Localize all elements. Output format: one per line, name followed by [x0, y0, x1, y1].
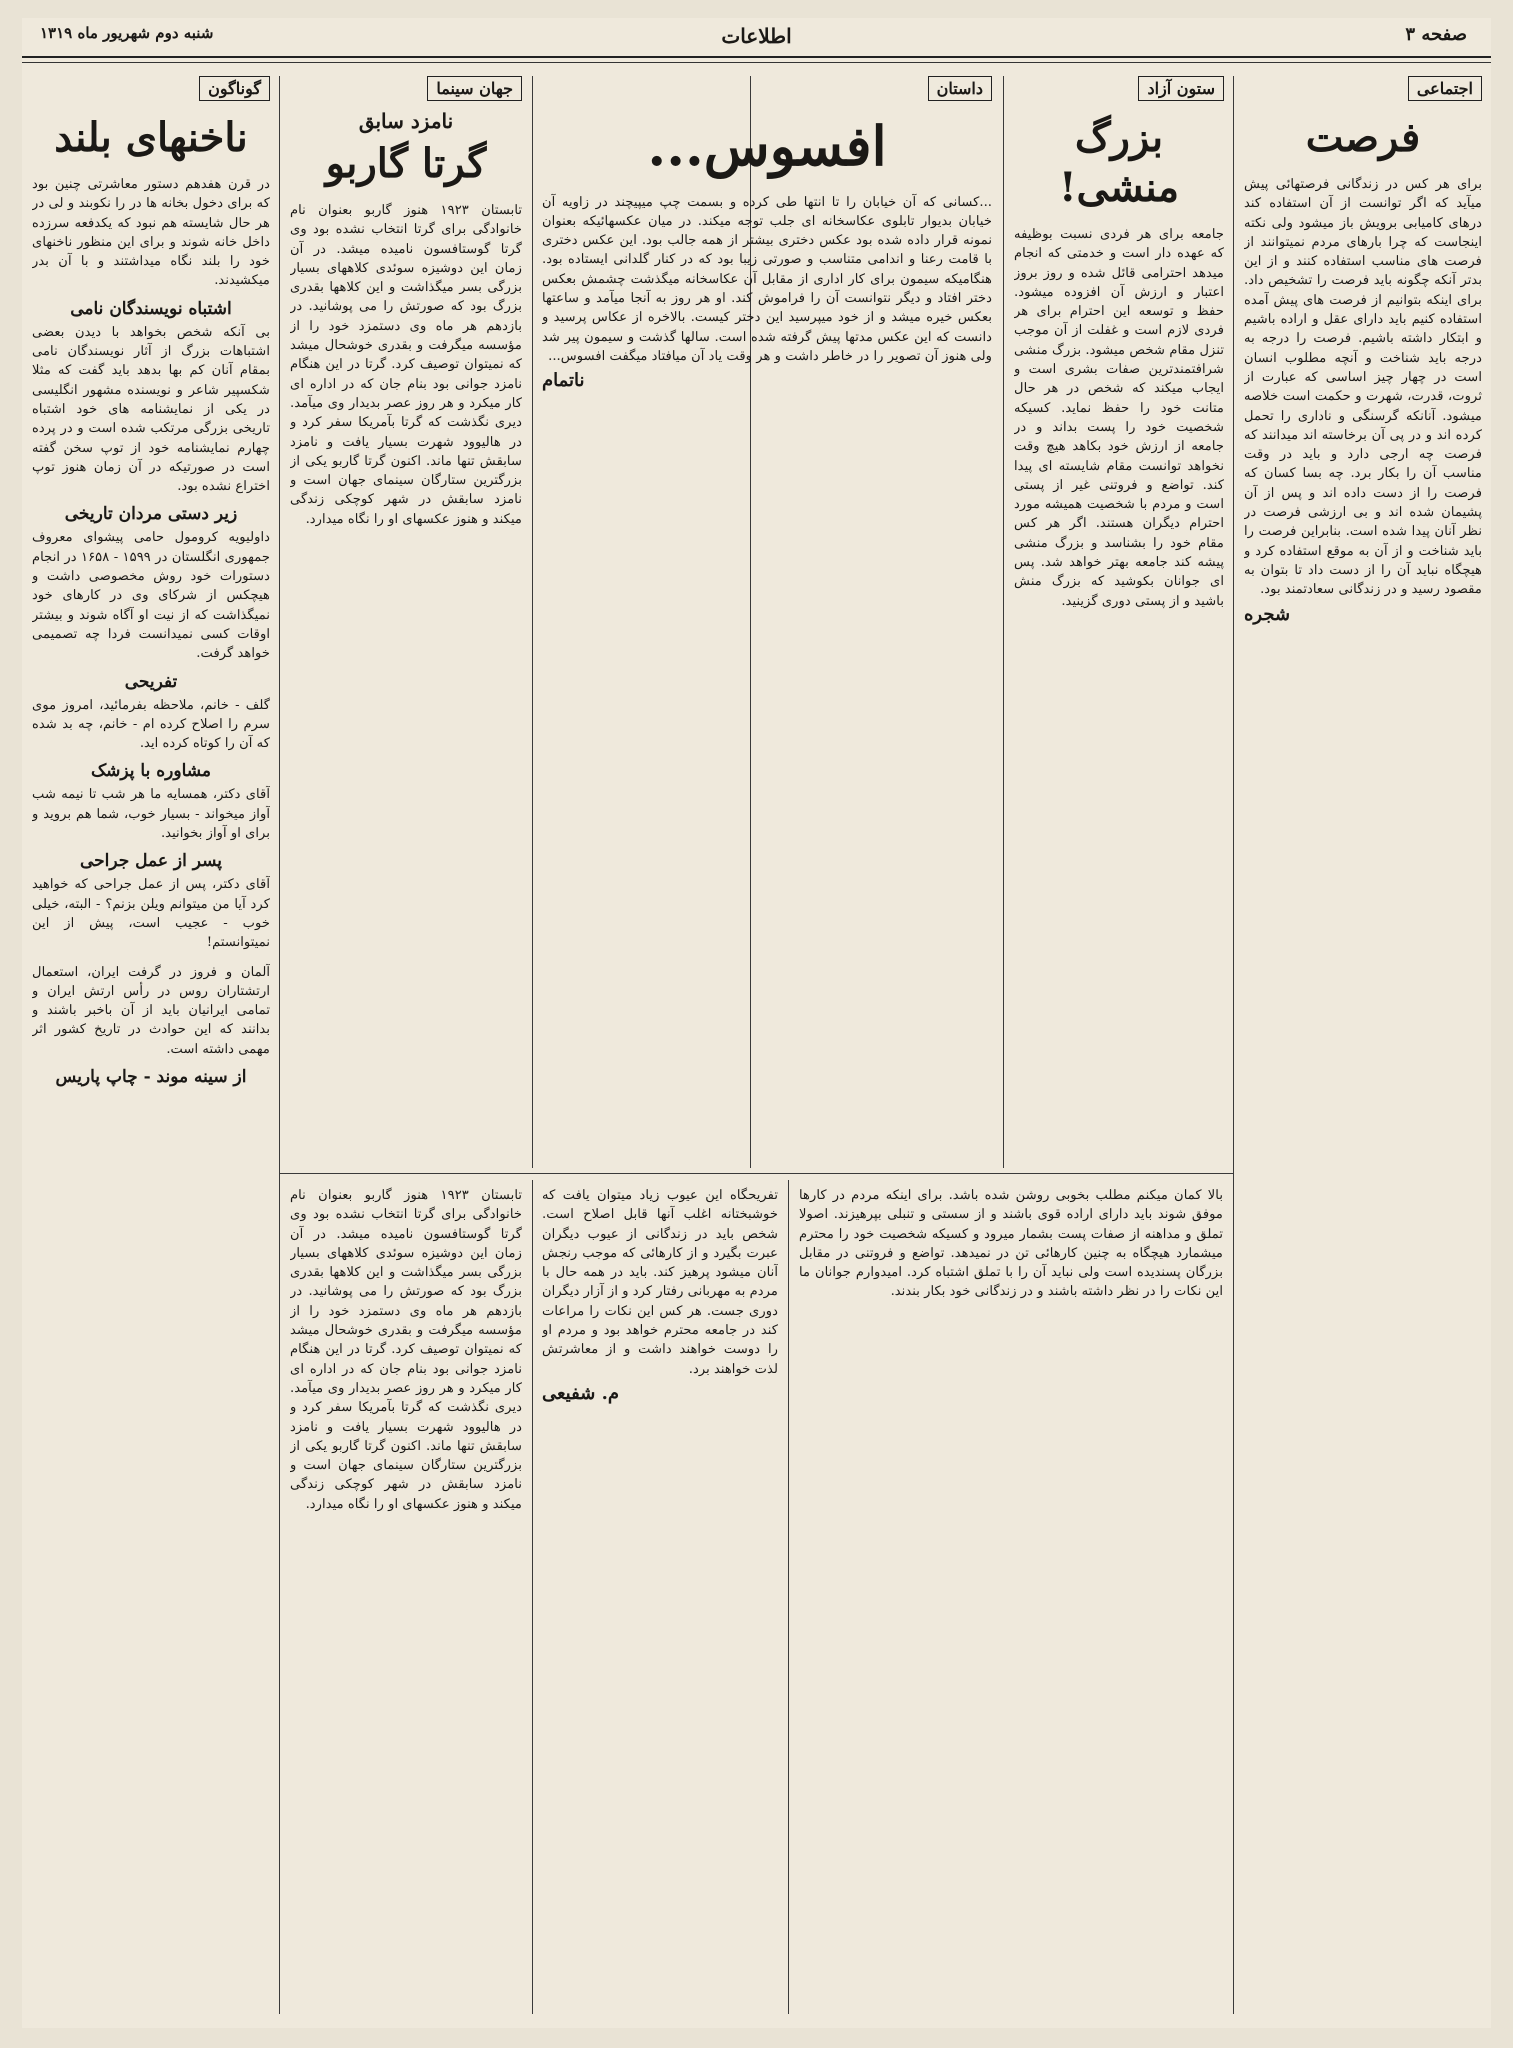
section-label: ستون آزاد: [1138, 76, 1224, 101]
item-body: آقای دکتر، همسایه ما هر شب تا نیمه شب آواز میخواند - بسیار خوب، شما هم بروید و برای او آواز بخوانید.: [32, 787, 270, 842]
column-bottom-left: [290, 1186, 522, 2016]
column-dastan: [542, 76, 992, 1171]
column-sotun-azad: [1014, 76, 1224, 1171]
article-body: جامعه برای هر فردی نسبت بوظیفه که عهده دار است و خدمتی که انجام میدهد احترامی قائل شده و روز بروز اعتبار و ارزش آن افزوده میشود. حفظ و توسعه این احترام برای هر فردی لازم است و غفلت از آن موجب تنزل مقام شخص میشود. بزرگ منشی شرافتمندترین صفات بشری است و ایجاب میکند که شخص در هر حال متانت خود را حفظ نماید. کسیکه شخصیت خود را پست بداند و در جامعه از ارزش خود بکاهد هیچ وقت نخواهد توانست مقام شایسته ای پیدا کند. تواضع و فروتنی غیر از پستی است و مردم با شخصیت همیشه مورد احترام دیگران هستند. اگر هر کس مقام خود را بشناسد و بزرگ منشی پیشه کند جامعه بهتر خواهد شد. پس ای جوانان بکوشید که بزرگ منش باشید و از پستی دوری گزینید.: [1014, 227, 1224, 609]
article-body: تفریحگاه این عیوب زیاد میتوان یافت که خوشبختانه اغلب آنها قابل اصلاح است. شخص باید در زندگانی از عیوب دیگران عبرت بگیرد و از کارهائی که موجب رنجش آنان میشود پرهیز کند. باید در همه حال با مردم به مهربانی رفتار کرد و از آزار دیگران دوری جست. هر کس این نکات را مراعات کند در جامعه محترم خواهد بود و مردم او را دوست خواهند داشت و از معاشرتش لذت خواهند برد.: [542, 1188, 778, 1377]
column-footer: از سینه موند - چاپ پاریس: [55, 1066, 247, 1087]
column-divider: [788, 1180, 789, 2014]
masthead: [22, 18, 1491, 58]
item-body: آلمان و فروز در گرفت ایران، استعمال ارتشتاران روس در رأس ارتش ایران و تمامی ایرانیان باید از آن باخبر باشند و بدانند که این حوادث در تاریخ کشور اثر مهمی داشته است.: [32, 964, 270, 1057]
article-headline: فرصت: [1305, 114, 1421, 161]
item-body: آقای دکتر، پس از عمل جراحی که خواهید کرد آیا من میتوانم ویلن بزنم؟ - البته، خیلی خوب - عجیب است، پیش از این نمیتوانستم!: [32, 877, 270, 951]
item-body: بی آنکه شخص بخواهد با دیدن بعضی اشتباهات بزرگ از آثار نویسندگان نامی بمقام آنان کم بها بدهد باید گفت که مثلا شکسپیر شاعر و نویسنده مشهور انگلیسی در یکی از نمایشنامه های خود اشتباه تاریخی بزرگی مرتکب شده است و در پرده چهارم نمایشنامه خود از توپ سخن گفته است در صورتیکه در آن زمان هنوز توپ اختراع نشده بود.: [32, 324, 270, 495]
column-cinema: [290, 76, 522, 1171]
column-ejtemai: [1244, 76, 1482, 2011]
section-divider: [279, 1173, 1233, 1174]
column-divider: [279, 76, 280, 2014]
article-byline: شجره: [1244, 603, 1291, 625]
column-divider: [532, 1180, 533, 2014]
column-divider: [532, 76, 533, 1168]
column-gunagun: [32, 76, 270, 2011]
page-number: صفحه ۳: [1405, 24, 1467, 45]
column-bottom-center: [542, 1186, 778, 2016]
item-body: گلف - خانم، ملاحظه بفرمائید، امروز موی سرم را اصلاح کرده ام - خانم، چه بد شده که آن را کوتاه کرده اید.: [32, 697, 270, 752]
section-label: گوناگون: [199, 76, 270, 101]
article-headline: افسوس...: [647, 114, 887, 178]
article-byline: م. شفیعی: [542, 1382, 619, 1404]
section-label: اجتماعی: [1408, 76, 1482, 101]
header-rule: [22, 62, 1491, 63]
article-body: برای هر کس در زندگانی فرصتهائی پیش میآید که اگر توانست از آن استفاده کند درهای کامیابی برویش باز میشود ولی نکته اینجاست که چرا بارهای مردم نمیتوانند از فرصت های مناسب استفاده کنند و از این بدتر آنکه چگونه باید فرصت را تشخیص داد. برای اینکه بتوانیم از فرصت های پیش آمده استفاده کنیم باید دارای عقل و اراده باشیم و ابتکار داشته باشیم. فرصت را درجه به درجه باید شناخت و آنچه مطلوب انسان است در چهار چیز اساسی که عبارت از ثروت، قدرت، شهرت و حکمت است خلاصه میشود. آنانکه گرسنگی و ناداری را تحمل کرده اند و در پی آن برخاسته اند میدانند که فرصت چه ارجی دارد و باید در وقت مناسب آن را بکار برد. چه بسا کسان که فرصت را از دست داده اند و پس از آن پشیمان شده اند و بی ارزشی فرصت در نظر آنان پیدا شده است. بنابراین فرصت را باید شناخت و از آن به موقع استفاده کرد و هیچگاه نباید آن را از دست داد تا بتوان به مقصود رسید و در زندگانی سعادتمند بود.: [1244, 177, 1482, 598]
article-body: بالا کمان میکنم مطلب بخوبی روشن شده باشد. برای اینکه مردم در کارها موفق شوند باید دارای اراده قوی باشند و از سستی و تنبلی بپرهیزند. اصولا تملق و مداهنه از صفات پست بشمار میرود و کسیکه شخصیت خود را محترم میشمارد هیچگاه به چنین کارهائی تن در نمیدهد. تواضع و فروتنی در مقابل بزرگان پسندیده است ولی نباید آن را با تملق اشتباه کرد. امیدوارم جوانان ما این نکات را در نظر داشته باشند و در زندگانی خود بکار بندند.: [799, 1188, 1223, 1300]
article-headline: گرتا گاربو: [325, 140, 487, 187]
item-title: تفریحی: [124, 671, 178, 692]
column-divider: [1003, 76, 1004, 1168]
section-label: داستان: [928, 76, 992, 101]
article-body: ...کسانی که آن خیابان را تا انتها طی کرده و بسمت چپ میپیچند در زاویه آن خیابان بدیوار تابلوی عکاسخانه ای جلب توجه میکند. در میان عکسهائیکه بعنوان نمونه قرار داده شده بود عکس دختری بیشتر از همه جالب بود. این عکس دختری با قامت رعنا و اندامی متناسب و صورتی زیبا بود که در کنار گلدانی ایستاده بود. هنگامیکه سیمون برای کار اداری از مقابل آن عکاسخانه میگذشت چشمش بعکس دختر افتاد و دیگر نتوانست آن را فراموش کند. او هر روز به آنجا میآمد و ساعتها بعکس خیره میشد و از خود میپرسید این دختر کیست. بالاخره از عکاس پرسید و دانست که این عکس مدتها پیش گرفته شده است. سالها گذشت و سیمون پیر شد ولی هنوز آن تصویر را در خاطر داشت و هر وقت یاد آن میافتاد میگفت افسوس...: [542, 194, 992, 364]
item-title: اشتباه نویسندگان نامی: [70, 298, 232, 319]
section-label: جهان سینما: [427, 76, 522, 101]
item-title: مشاوره با پزشک: [90, 761, 212, 782]
column-divider: [1233, 76, 1234, 2014]
issue-date: شنبه دوم شهریور ماه ۱۳۱۹: [40, 24, 214, 42]
article-subhead: نامزد سابق: [358, 109, 454, 133]
item-body: داولیویه کرومول حامی پیشوای معروف جمهوری انگلستان در ۱۵۹۹ - ۱۶۵۸ در انجام دستورات خود روش مخصوصی داشت و هیچکس از شرکای وی در کارهای خود نمیگذاشت که از نیت او آگاه شوند و بیشتر اوقات کسی نمیدانست فردا چه تصمیمی خواهد گرفت.: [32, 530, 270, 662]
column-bottom-right: [799, 1186, 1223, 2016]
item-title: پسر از عمل جراحی: [79, 851, 223, 872]
article-body: در قرن هفدهم دستور معاشرتی چنین بود که برای دخول بخانه ها در را نکوبند و لی در هر حال شایسته هم نبود که یکدفعه سرزده داخل خانه شوند و برای این منظور ناخنهای خود را بلند نگاه میداشتند و با آن بدر میکشیدند.: [32, 177, 270, 289]
item-title: زیر دستی مردان تاریخی: [64, 504, 238, 525]
article-byline: ناتمام: [542, 370, 585, 392]
newspaper-page: [22, 18, 1491, 2028]
article-headline: ناخنهای بلند: [54, 114, 248, 161]
article-headline: بزرگ منشی!: [1058, 114, 1180, 211]
article-body: تابستان ۱۹۲۳ هنوز گاربو بعنوان نام خانوادگی برای گرتا انتخاب نشده بود وی گرتا گوستافسون نامیده میشد. در آن زمان این دوشیزه سوئدی کلاههای بسیار بزرگی بسر میگذاشت و این کلاهها بقدری بزرگ بود که صورتش را می پوشانید. در بازدهم هر ماه وی دستمزد خود را از مؤسسه میگرفت و بقدری خوشحال میشد که نمیتوان توصیف کرد. گرتا در این هنگام نامزد جوانی بود بنام جان که در اداره ای کار میکرد و هر روز عصر بدیدار وی میآمد. دیری نگذشت که گرتا بآمریکا سفر کرد و در هالیوود شهرت بسیار یافت و نامزد سابقش تنها ماند. اکنون گرتا گاربو یکی از بزرگترین ستارگان سینمای جهان است و نامزد سابقش در شهر کوچکی زندگی میکند و هنوز عکسهای او را نگاه میدارد.: [290, 1188, 522, 1512]
newspaper-name: اطلاعات: [721, 24, 792, 48]
article-body: تابستان ۱۹۲۳ هنوز گاربو بعنوان نام خانوادگی برای گرتا انتخاب نشده بود وی گرتا گوستافسون نامیده میشد. در آن زمان این دوشیزه سوئدی کلاههای بسیار بزرگی بسر میگذاشت و این کلاهها بقدری بزرگ بود که صورتش را می پوشانید. در بازدهم هر ماه وی دستمزد خود را از مؤسسه میگرفت و بقدری خوشحال میشد که نمیتوان توصیف کرد. گرتا در این هنگام نامزد جوانی بود بنام جان که در اداره ای کار میکرد و هر روز عصر بدیدار وی میآمد. دیری نگذشت که گرتا بآمریکا سفر کرد و در هالیوود شهرت بسیار یافت و نامزد سابقش تنها ماند. اکنون گرتا گاربو یکی از بزرگترین ستارگان سینمای جهان است و نامزد سابقش در شهر کوچکی زندگی میکند و هنوز عکسهای او را نگاه میدارد.: [290, 203, 522, 527]
